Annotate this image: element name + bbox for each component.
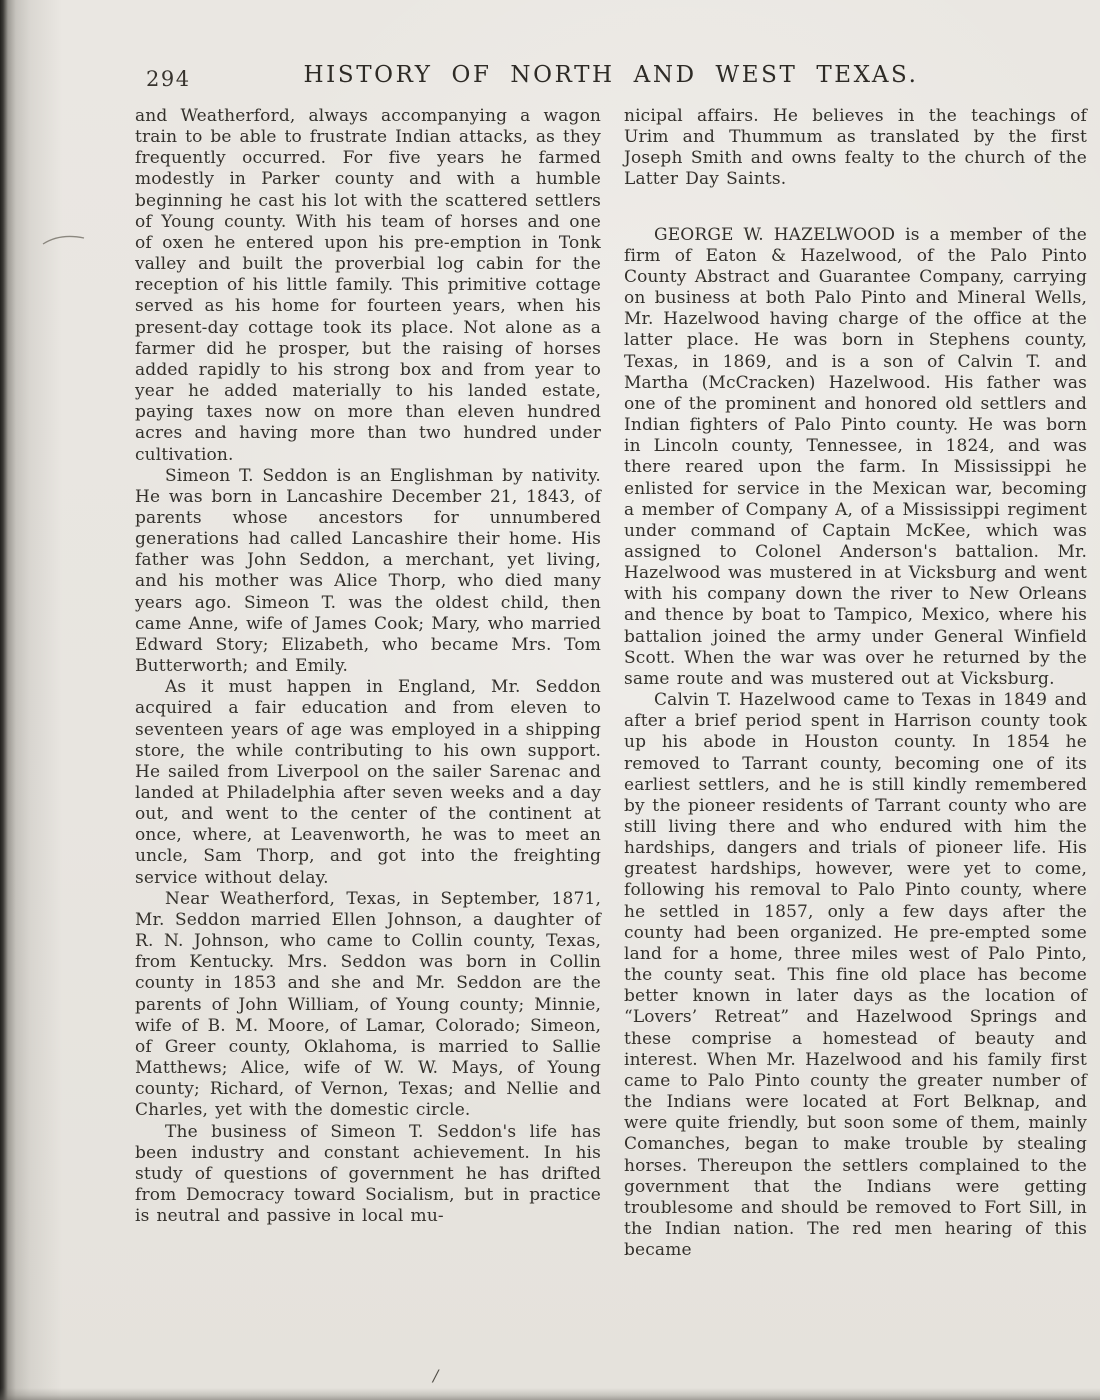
pen-mark [40, 228, 88, 250]
paragraph: Near Weatherford, Texas, in September, 1871, Mr. Seddon married Ellen Johnson, a daughter of R. N. Johnson, who came to Collin county, Texas, from Kentucky. Mrs. Seddon was born in Collin county in 1853 and she and Mr. Seddon are the parents of John William, of Young county; Minnie, wife of B. M. Moore, of Lamar, Colorado; Simeon, of Greer county, Oklahoma, is married to Sallie Matthews; Alice, wife of W. W. Mays, of Young county; Richard, of Vernon, Texas; and Nellie and Charles, yet with the domestic circle. [135, 888, 601, 1121]
binding-shadow [0, 0, 70, 1400]
paragraph: As it must happen in England, Mr. Seddon acquired a fair education and from eleven to seventeen years of age was employed in a shipping store, the while contributing to his own support. He sailed from Liverpool on the sailer Sarenac and landed at Philadelphia after seven weeks and a day out, and went to the center of the continent at once, where, at Leavenworth, he was to meet an uncle, Sam Thorp, and got into the freighting service without delay. [135, 677, 601, 888]
paragraph: Simeon T. Seddon is an Englishman by nativity. He was born in Lancashire December 21, 1843, of parents whose ancestors for unnumbered generations had called Lancashire their home. His father was John Seddon, a merchant, yet living, and his mother was Alice Thorp, who died many years ago. Simeon T. was the oldest child, then came Anne, wife of James Cook; Mary, who married Edward Story; Elizabeth, who became Mrs. Tom Butterworth; and Emily. [135, 465, 601, 677]
paragraph: The business of Simeon T. Seddon's life has been industry and constant achievement. In his study of questions of government he has drifted from Democracy toward Socialism, but in practice is neutral and passive in local mu- [135, 1121, 601, 1227]
paragraph: and Weatherford, always accompanying a wagon train to be able to frustrate Indian attacks, as they frequently occurred. For five years he farmed modestly in Parker county and with a humble beginning he cast his lot with the scattered settlers of Young county. With his team of horses and one of oxen he entered upon his pre-emption in Tonk valley and built the proverbial log cabin for the reception of his little family. This primitive cottage served as his home for fourteen years, when his present-day cottage took its place. Not alone as a farmer did he prosper, but the raising of horses added rapidly to his strong box and from year to year he added materially to his landed estate, paying taxes now on more than eleven hundred acres and having more than two hundred under cultivation. [135, 106, 601, 465]
paragraph-biography-entry: GEORGE W. HAZELWOOD is a member of the firm of Eaton & Hazelwood, of the Palo Pinto County Abstract and Guarantee Company, carrying on business at both Palo Pinto and Mineral Wells, Mr. Hazelwood having charge of the office at the latter place. He was born in Stephens county, Texas, in 1869, and is a son of Calvin T. and Martha (McCracken) Hazelwood. His father was one of the prominent and honored old settlers and Indian fighters of Palo Pinto county. He was born in Lincoln county, Tennessee, in 1824, and was there reared upon the farm. In Mississippi he enlisted for service in the Mexican war, becoming a member of Company A, of a Mississippi regiment under command of Captain McKee, which was assigned to Colonel Anderson's battalion. Mr. Hazelwood was mustered in at Vicksburg and went with his company down the river to New Orleans and thence by boat to Tampico, Mexico, where his battalion joined the army under General Winfield Scott. When the war was over he returned by the same route and was mustered out at Vicksburg. [624, 224, 1087, 689]
right-column [624, 106, 1087, 1261]
running-title: HISTORY OF NORTH AND WEST TEXAS. [303, 62, 919, 88]
page-number: 294 [146, 67, 191, 91]
paragraph: nicipal affairs. He believes in the teachings of Urim and Thummum as translated by the first Joseph Smith and owns fealty to the church of the Latter Day Saints. [624, 106, 1087, 190]
page-header [135, 60, 1087, 94]
paragraph: Calvin T. Hazelwood came to Texas in 1849 and after a brief period spent in Harrison county took up his abode in Houston county. In 1854 he removed to Tarrant county, becoming one of its earliest settlers, and he is still kindly remembered by the pioneer residents of Tarrant county who are still living there and who endured with him the hardships, dangers and trials of pioneer life. His greatest hardships, however, were yet to come, following his removal to Palo Pinto county, where he settled in 1857, only a few days after the county had been organized. He pre-empted some land for a home, three miles west of Palo Pinto, the county seat. This fine old place has become better known in later days as the location of “Lovers’ Retreat” and Hazelwood Springs and these comprise a homestead of beauty and interest. When Mr. Hazelwood and his family first came to Palo Pinto county the greater number of the Indians were located at Fort Belknap, and were quite friendly, but soon some of them, mainly Comanches, began to make trouble by stealing horses. Thereupon the settlers complained to the government that the Indians were getting troublesome and should be removed to Fort Sill, in the Indian nation. The red men hearing of this became [624, 690, 1087, 1261]
left-column [135, 106, 601, 1227]
stray-slash-mark: / [433, 1366, 439, 1385]
page-bottom-edge [0, 1388, 1100, 1400]
